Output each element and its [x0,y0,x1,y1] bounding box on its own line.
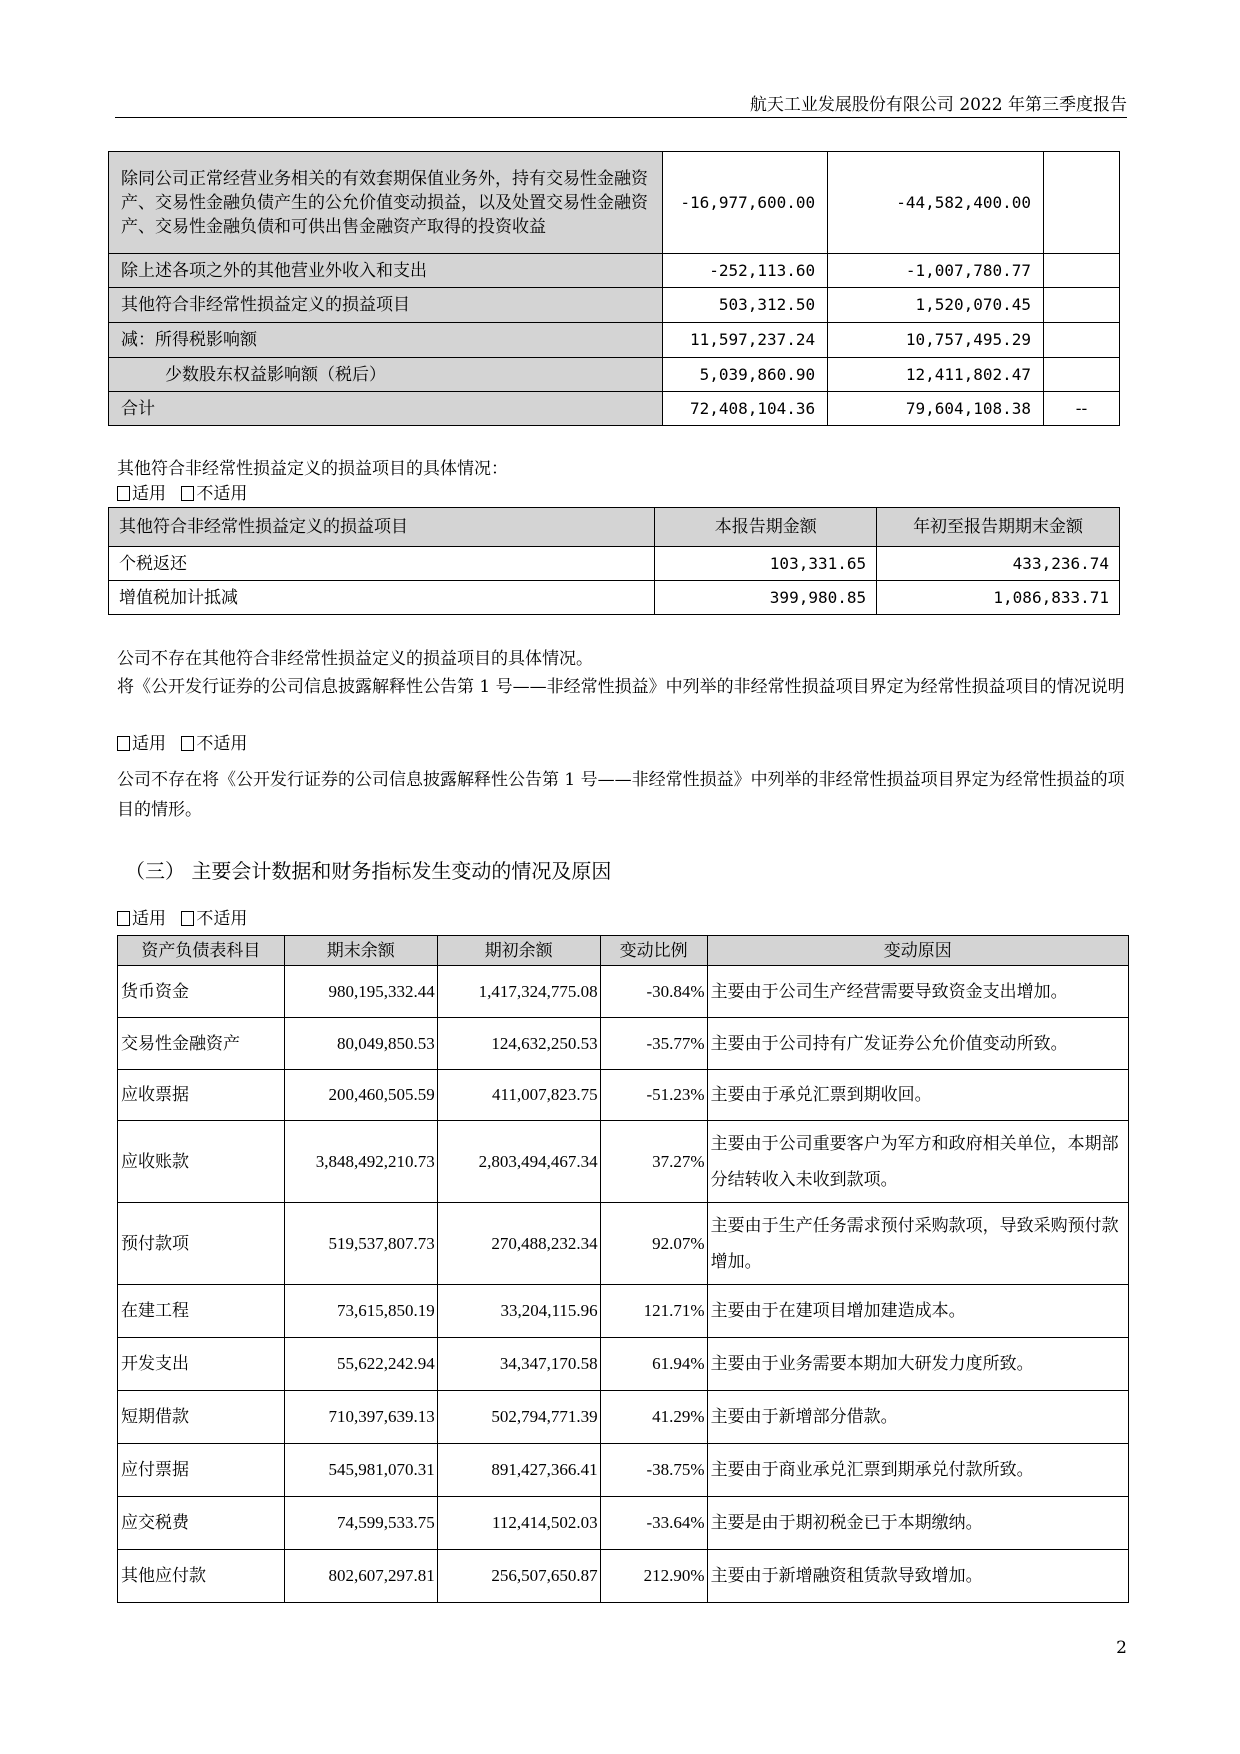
ytd-value: -44,582,400.00 [828,152,1044,254]
table-header-row [118,936,1129,966]
change-reason: 主要由于公司重要客户为军方和政府相关单位，本期部分结转收入未收到款项。 [707,1121,1128,1203]
item-cell: 其他应付款 [118,1550,285,1603]
end-balance: 74,599,533.75 [284,1497,437,1550]
row-label: 其他符合非经常性损益定义的损益项目 [109,288,663,323]
table-row [118,966,1129,1018]
current-value: 72,408,104.36 [663,392,828,426]
ytd-value: 1,520,070.45 [828,288,1044,323]
table-row [109,547,1120,581]
end-balance: 545,981,070.31 [284,1444,437,1497]
ytd-value: 433,236.74 [877,547,1120,581]
begin-balance: 256,507,650.87 [437,1550,600,1603]
begin-balance: 270,488,232.34 [437,1203,600,1285]
ytd-value: 12,411,802.47 [828,358,1044,392]
applicable-label: 适用 [132,734,166,754]
note-cell: -- [1044,392,1120,426]
begin-balance: 891,427,366.41 [437,1444,600,1497]
not-applicable-label: 不适用 [196,484,248,504]
table-header-row [109,508,1120,547]
non-recurring-gains-table [108,151,1120,426]
applicable-options [117,730,1129,758]
change-reason: 主要由于生产任务需求预付采购款项，导致采购预付款增加。 [707,1203,1128,1285]
applicable-label: 适用 [132,909,166,929]
paragraph: 公司不存在将《公开发行证券的公司信息披露解释性公告第 1 号——非经常性损益》中列举的非经常性损益项目界定为经常性损益的项目的情形。 [117,770,1125,820]
column-header: 变动原因 [707,936,1128,966]
change-reason: 主要是由于期初税金已于本期缴纳。 [707,1497,1128,1550]
checkbox-icon [117,736,130,751]
change-ratio: 212.90% [600,1550,707,1603]
table-row [109,254,1120,288]
table-row [118,1444,1129,1497]
note-cell [1044,358,1120,392]
end-balance: 3,848,492,210.73 [284,1121,437,1203]
begin-balance: 112,414,502.03 [437,1497,600,1550]
end-balance: 80,049,850.53 [284,1018,437,1070]
note-cell [1044,152,1120,254]
begin-balance: 34,347,170.58 [437,1338,600,1391]
column-header: 资产负债表科目 [118,936,285,966]
change-reason: 主要由于新增部分借款。 [707,1391,1128,1444]
change-ratio: -38.75% [600,1444,707,1497]
item-cell: 交易性金融资产 [118,1018,285,1070]
table-row [118,1121,1129,1203]
item-cell: 应交税费 [118,1497,285,1550]
change-reason: 主要由于承兑汇票到期收回。 [707,1070,1128,1121]
page-header [115,88,1127,118]
change-reason: 主要由于新增融资租赁款导致增加。 [707,1550,1128,1603]
checkbox-checked-icon [181,736,194,751]
not-applicable-label: 不适用 [196,734,248,754]
table-row [118,1550,1129,1603]
change-reason: 主要由于在建项目增加建造成本。 [707,1285,1128,1338]
end-balance: 73,615,850.19 [284,1285,437,1338]
item-cell: 短期借款 [118,1391,285,1444]
paragraph: 将《公开发行证券的公司信息披露解释性公告第 1 号——非经常性损益》中列举的非经常性损益项目界定为经常性损益项目的情况说明 [117,677,1125,697]
column-header: 期末余额 [284,936,437,966]
row-label: 除上述各项之外的其他营业外收入和支出 [109,254,663,288]
change-ratio: 37.27% [600,1121,707,1203]
ytd-value: 1,086,833.71 [877,581,1120,615]
table-row [118,1391,1129,1444]
table-row [118,1338,1129,1391]
change-ratio: 92.07% [600,1203,707,1285]
table-row [109,288,1120,323]
item-cell: 货币资金 [118,966,285,1018]
item-cell: 在建工程 [118,1285,285,1338]
checkbox-checked-icon [117,911,130,926]
current-value: 103,331.65 [655,547,877,581]
column-header: 年初至报告期期末金额 [877,508,1120,547]
item-cell: 应收账款 [118,1121,285,1203]
item-cell: 个税返还 [109,547,655,581]
current-value: 399,980.85 [655,581,877,615]
item-cell: 增值税加计抵减 [109,581,655,615]
begin-balance: 2,803,494,467.34 [437,1121,600,1203]
table-row [118,1497,1129,1550]
column-header: 本报告期金额 [655,508,877,547]
table-row [118,1018,1129,1070]
current-value: 503,312.50 [663,288,828,323]
end-balance: 519,537,807.73 [284,1203,437,1285]
change-ratio: -35.77% [600,1018,707,1070]
table-row [109,323,1120,358]
table-row [109,581,1120,615]
row-label: 减：所得税影响额 [109,323,663,358]
ytd-value: 10,757,495.29 [828,323,1044,358]
begin-balance: 1,417,324,775.08 [437,966,600,1018]
end-balance: 200,460,505.59 [284,1070,437,1121]
applicable-options [117,905,1129,933]
end-balance: 802,607,297.81 [284,1550,437,1603]
note-cell [1044,254,1120,288]
paragraph: 公司不存在其他符合非经常性损益定义的损益项目的具体情况。 [117,649,593,669]
note-cell [1044,323,1120,358]
begin-balance: 411,007,823.75 [437,1070,600,1121]
ytd-value: 79,604,108.38 [828,392,1044,426]
applicable-label: 适用 [132,484,166,504]
current-value: 5,039,860.90 [663,358,828,392]
begin-balance: 124,632,250.53 [437,1018,600,1070]
change-ratio: 41.29% [600,1391,707,1444]
begin-balance: 502,794,771.39 [437,1391,600,1444]
applicable-options [117,480,1129,508]
end-balance: 980,195,332.44 [284,966,437,1018]
column-header: 变动比例 [600,936,707,966]
change-reason: 主要由于商业承兑汇票到期承兑付款所致。 [707,1444,1128,1497]
paragraph: 其他符合非经常性损益定义的损益项目的具体情况： [117,459,508,479]
change-ratio: -51.23% [600,1070,707,1121]
page-number: 2 [1116,1638,1127,1658]
change-reason: 主要由于业务需要本期加大研发力度所致。 [707,1338,1128,1391]
begin-balance: 33,204,115.96 [437,1285,600,1338]
table-row [109,392,1120,426]
other-items-table [108,507,1120,615]
checkbox-icon [181,911,194,926]
current-value: -252,113.60 [663,254,828,288]
balance-sheet-changes-table [117,935,1129,1603]
row-label: 合计 [109,392,663,426]
column-header: 其他符合非经常性损益定义的损益项目 [109,508,655,547]
end-balance: 55,622,242.94 [284,1338,437,1391]
table-row [109,152,1120,254]
note-cell [1044,288,1120,323]
checkbox-checked-icon [117,486,130,501]
row-label: 除同公司正常经营业务相关的有效套期保值业务外，持有交易性金融资产、交易性金融负债产生的公允价值变动损益，以及处置交易性金融资产、交易性金融负债和可供出售金融资产取得的投资收益 [109,152,663,254]
table-row [118,1203,1129,1285]
current-value: -16,977,600.00 [663,152,828,254]
ytd-value: -1,007,780.77 [828,254,1044,288]
column-header: 期初余额 [437,936,600,966]
change-ratio: -33.64% [600,1497,707,1550]
change-ratio: -30.84% [600,966,707,1018]
header-title: 航天工业发展股份有限公司 2022 年第三季度报告 [749,95,1127,115]
not-applicable-label: 不适用 [196,909,248,929]
item-cell: 预付款项 [118,1203,285,1285]
checkbox-icon [181,486,194,501]
item-cell: 应付票据 [118,1444,285,1497]
section-title: （三） 主要会计数据和财务指标发生变动的情况及原因 [125,859,612,883]
table-row [118,1070,1129,1121]
row-label: 少数股东权益影响额（税后） [109,358,663,392]
change-ratio: 121.71% [600,1285,707,1338]
item-cell: 开发支出 [118,1338,285,1391]
table-row [109,358,1120,392]
change-ratio: 61.94% [600,1338,707,1391]
end-balance: 710,397,639.13 [284,1391,437,1444]
current-value: 11,597,237.24 [663,323,828,358]
change-reason: 主要由于公司生产经营需要导致资金支出增加。 [707,966,1128,1018]
table-row [118,1285,1129,1338]
item-cell: 应收票据 [118,1070,285,1121]
change-reason: 主要由于公司持有广发证券公允价值变动所致。 [707,1018,1128,1070]
